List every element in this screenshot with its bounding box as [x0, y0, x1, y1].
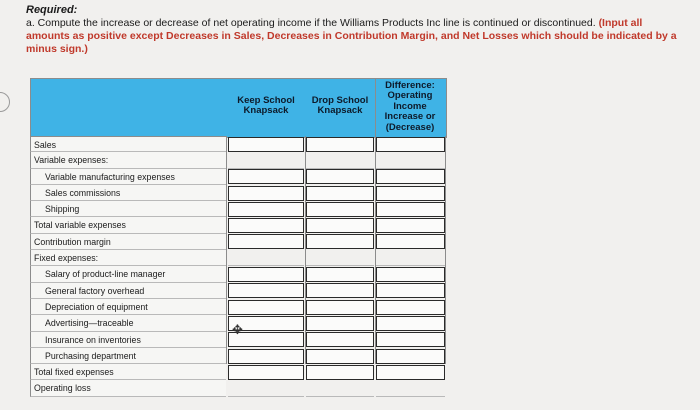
- drop-input[interactable]: [306, 234, 374, 249]
- column-divider: [305, 136, 306, 364]
- keep-input[interactable]: [228, 365, 304, 380]
- column-divider: [375, 136, 376, 364]
- drop-input[interactable]: [306, 332, 374, 347]
- difference-input[interactable]: [376, 137, 445, 152]
- drop-input[interactable]: [306, 300, 374, 315]
- row-label: Fixed expenses:: [30, 250, 226, 266]
- row-label: Operating loss: [30, 380, 226, 396]
- row-label: Purchasing department: [30, 348, 226, 364]
- row-label: Total fixed expenses: [30, 364, 226, 380]
- drop-input[interactable]: [306, 218, 374, 233]
- drop-input[interactable]: [306, 283, 374, 298]
- keep-input[interactable]: [228, 349, 304, 364]
- drop-input[interactable]: [306, 365, 374, 380]
- keep-input[interactable]: [228, 137, 304, 152]
- drop-input[interactable]: [306, 267, 374, 282]
- row-label: Variable manufacturing expenses: [30, 169, 226, 185]
- difference-input[interactable]: [376, 316, 445, 331]
- drop-input[interactable]: [306, 316, 374, 331]
- difference-input[interactable]: [376, 267, 445, 282]
- col-header-drop: Drop School Knapsack: [306, 86, 374, 126]
- keep-input[interactable]: [228, 186, 304, 201]
- difference-input[interactable]: [376, 332, 445, 347]
- row-label: Insurance on inventories: [30, 332, 226, 348]
- instructions: [26, 17, 686, 56]
- difference-input[interactable]: [376, 349, 445, 364]
- keep-input[interactable]: [228, 267, 304, 282]
- drop-input[interactable]: [306, 186, 374, 201]
- keep-input[interactable]: [228, 202, 304, 217]
- row-label: Variable expenses:: [30, 152, 226, 168]
- col-header-keep: Keep School Knapsack: [228, 86, 304, 126]
- difference-input[interactable]: [376, 283, 445, 298]
- column-divider: [445, 136, 446, 364]
- difference-input[interactable]: [376, 169, 445, 184]
- instruction-note: (Input all amounts as positive except Decreases in Sales, Decreases in Contribution Margin, and Net Losses which should be indicated by a minus sign.): [26, 17, 677, 55]
- difference-input[interactable]: [376, 202, 445, 217]
- row-label: Advertising—traceable: [30, 315, 226, 331]
- row-label: Depreciation of equipment: [30, 299, 226, 315]
- difference-input[interactable]: [376, 186, 445, 201]
- instruction-text: a. Compute the increase or decrease of net operating income if the Williams Products Inc line is continued or discontinued.: [26, 17, 596, 29]
- difference-input[interactable]: [376, 234, 445, 249]
- row-divider: [306, 396, 374, 397]
- difference-input[interactable]: [376, 365, 445, 380]
- keep-input[interactable]: [228, 283, 304, 298]
- row-label: Sales commissions: [30, 185, 226, 201]
- row-label: Salary of product-line manager: [30, 266, 226, 282]
- keep-input[interactable]: [228, 169, 304, 184]
- row-label: Sales: [30, 136, 226, 152]
- row-label: Total variable expenses: [30, 217, 226, 233]
- row-labels: [30, 136, 226, 397]
- row-label: General factory overhead: [30, 283, 226, 299]
- row-label: Contribution margin: [30, 234, 226, 250]
- move-cursor-icon: ✥: [232, 322, 243, 337]
- keep-input[interactable]: [228, 218, 304, 233]
- side-tab-icon[interactable]: [0, 92, 10, 112]
- row-label: Shipping: [30, 201, 226, 217]
- difference-input[interactable]: [376, 218, 445, 233]
- row-divider: [376, 396, 445, 397]
- drop-input[interactable]: [306, 137, 374, 152]
- required-heading: Required:: [26, 4, 78, 16]
- keep-input[interactable]: [228, 234, 304, 249]
- header-divider: [375, 79, 376, 136]
- row-divider: [228, 396, 304, 397]
- col-header-difference: Difference: Operating Income Increase or (Decrease): [376, 79, 444, 135]
- difference-input[interactable]: [376, 300, 445, 315]
- drop-input[interactable]: [306, 349, 374, 364]
- keep-input[interactable]: [228, 300, 304, 315]
- column-divider: [226, 136, 227, 364]
- drop-input[interactable]: [306, 202, 374, 217]
- drop-input[interactable]: [306, 169, 374, 184]
